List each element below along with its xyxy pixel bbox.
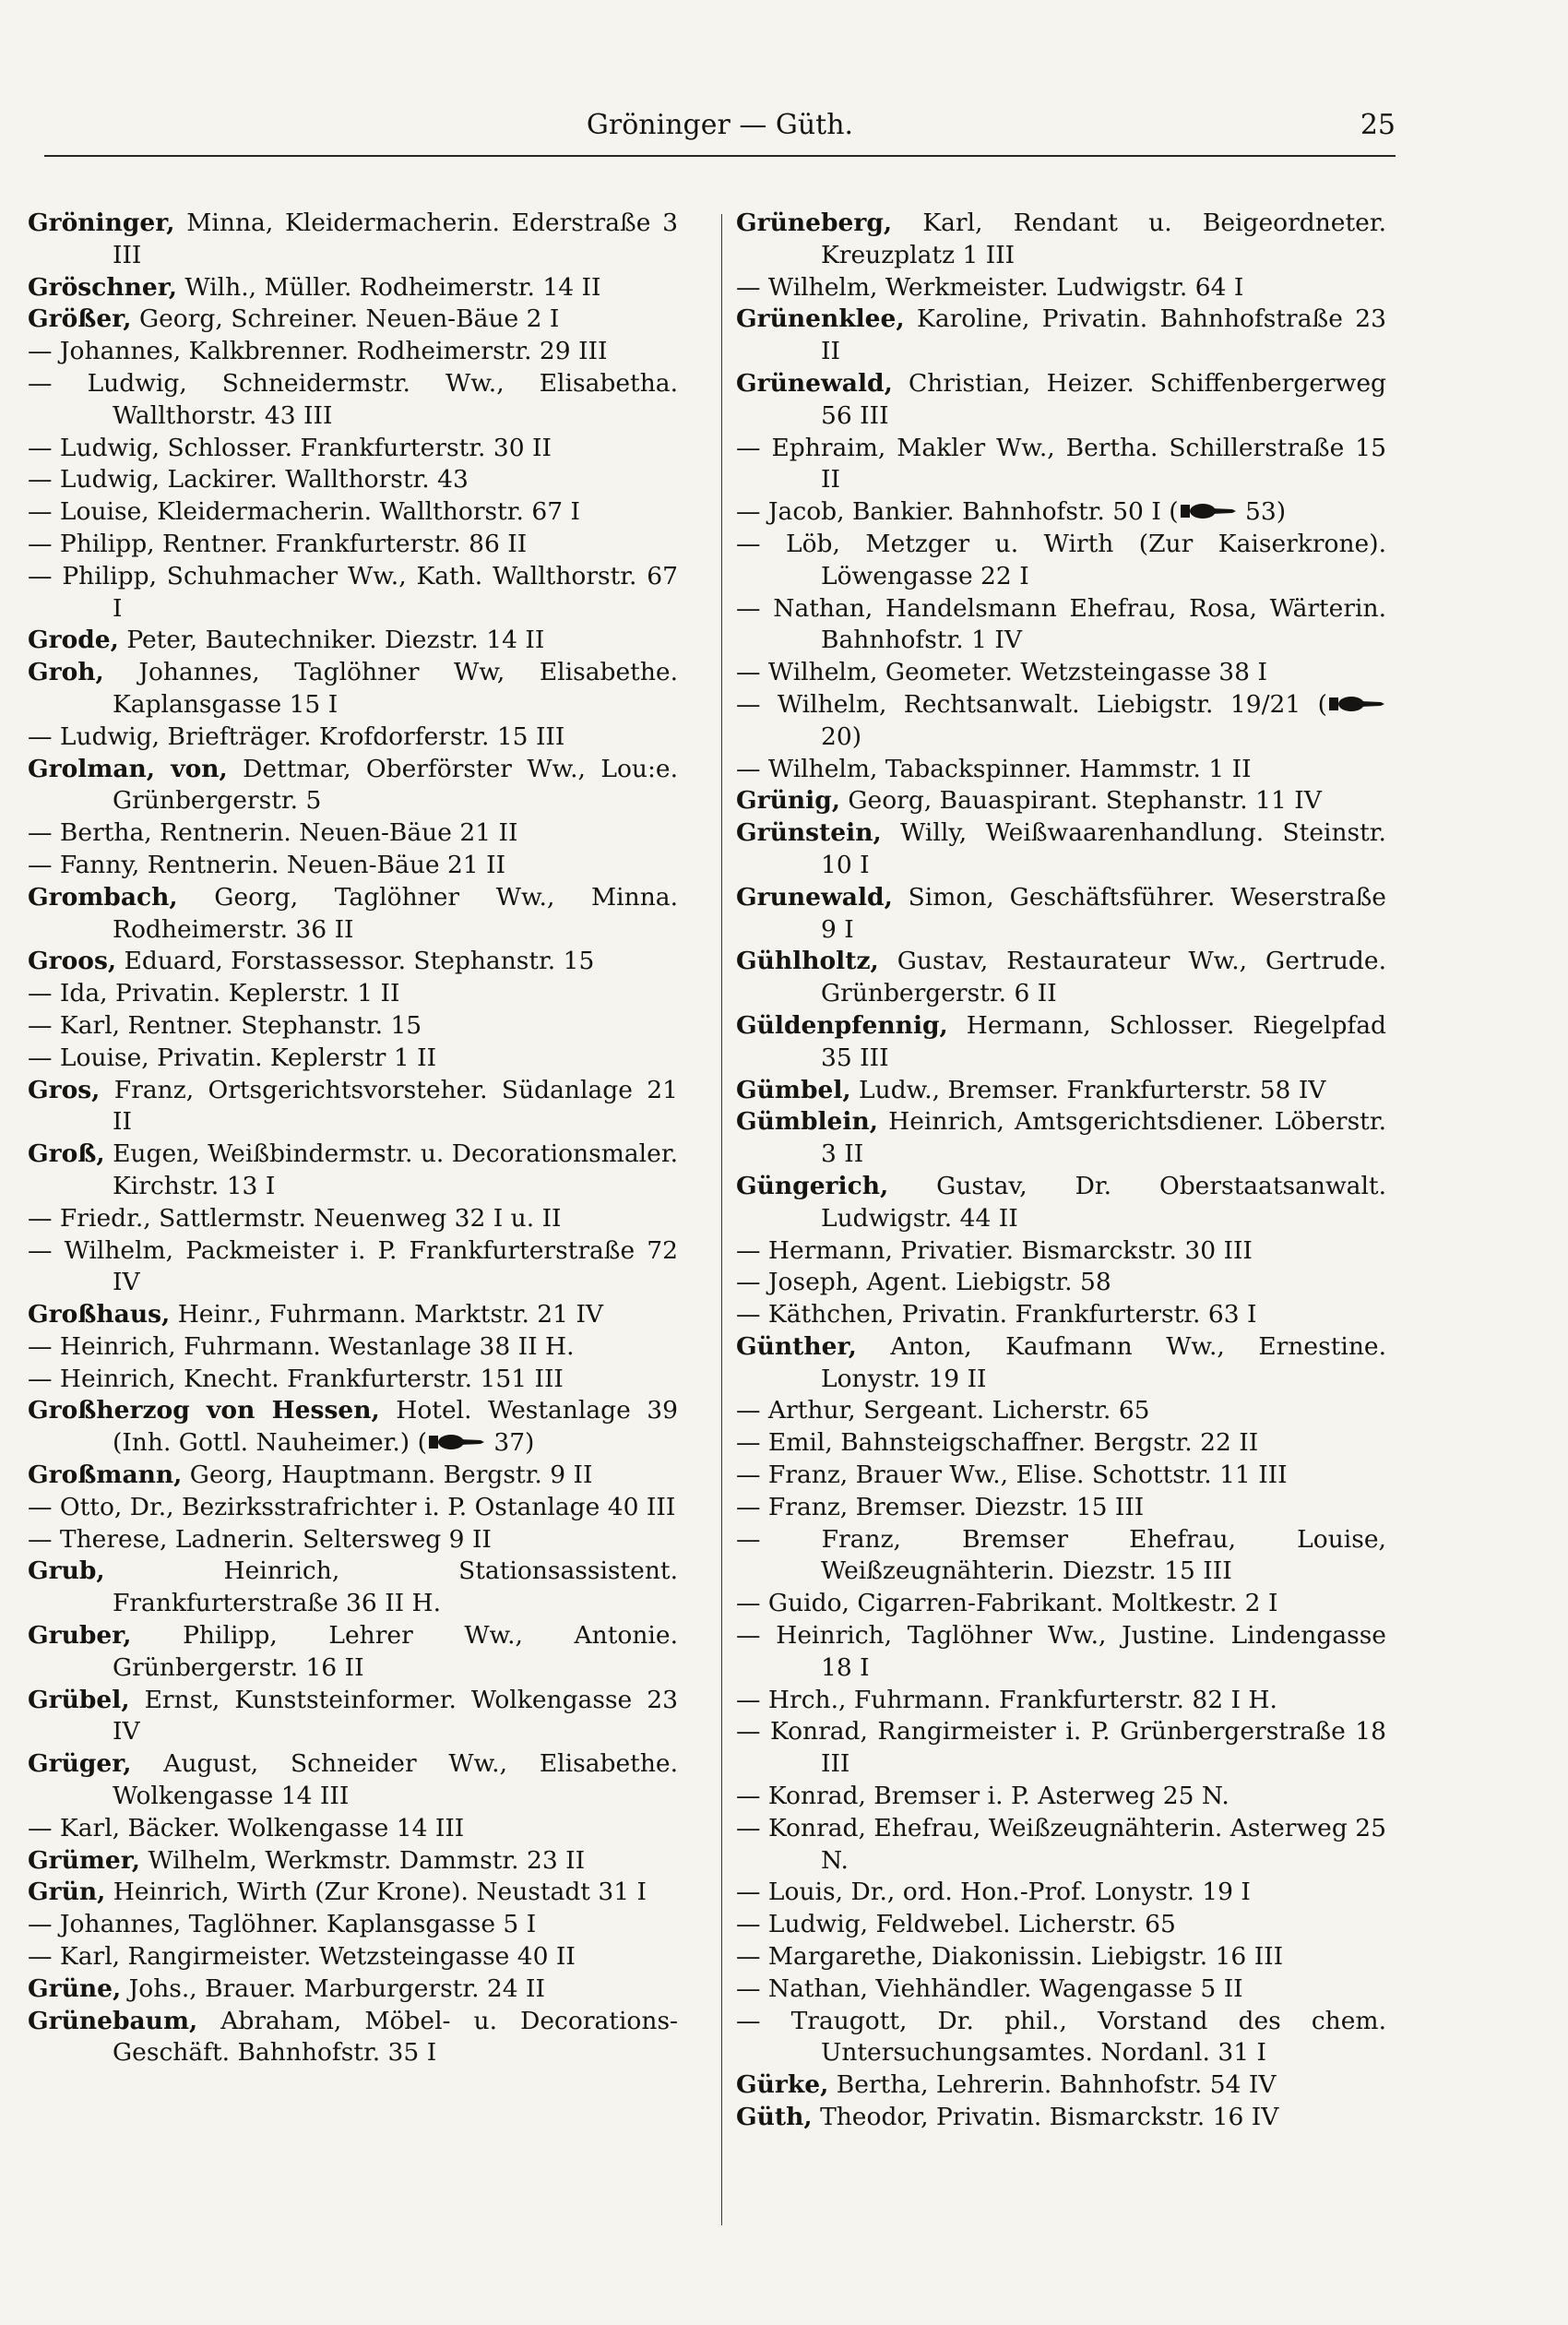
directory-entry (28, 464, 678, 496)
entry-details: — Konrad, Rangirmeister i. P. Grünbergerstraße 18 III (736, 1717, 1386, 1779)
entry-details: — Ida, Privatin. Keplerstr. 1 II (28, 979, 400, 1008)
entry-details: — Wilhelm, Geometer. Wetzsteingasse 38 I (736, 658, 1267, 687)
entry-details: — Philipp, Schuhmacher Ww., Kath. Wallthorstr. 67 I (28, 561, 678, 623)
telephone-number: 20) (821, 721, 862, 751)
directory-entry (28, 1460, 678, 1492)
directory-entry (28, 882, 678, 947)
directory-entry (736, 882, 1386, 947)
right-column (736, 208, 1386, 2134)
entry-details: Ludw., Bremser. Frankfurterstr. 58 IV (850, 1075, 1326, 1104)
directory-entry (736, 1331, 1386, 1396)
entry-details: Peter, Bautechniker. Diezstr. 14 II (118, 626, 545, 655)
directory-entry (28, 1748, 678, 1813)
entry-surname: Grünig, (736, 786, 840, 816)
entry-details: — Ludwig, Schlosser. Frankfurterstr. 30 II (28, 433, 552, 462)
entry-details: — Karl, Bäcker. Wolkengasse 14 III (28, 1813, 465, 1842)
directory-entry (28, 1010, 678, 1043)
entry-details: — Bertha, Rentnerin. Neuen-Bäue 21 II (28, 818, 518, 848)
directory-entry (28, 1364, 678, 1396)
entry-surname: Gröschner, (28, 272, 177, 302)
directory-entry (736, 496, 1386, 529)
directory-entry (28, 208, 678, 272)
entry-surname: Grunewald, (736, 882, 893, 912)
entry-details: — Nathan, Handelsmann Ehefrau, Rosa, Wärterin. Bahnhofstr. 1 IV (736, 593, 1386, 655)
directory-entry (736, 1106, 1386, 1171)
directory-entry (736, 433, 1386, 497)
entry-surname: Günther, (736, 1331, 857, 1361)
entry-surname: Gümblein, (736, 1107, 878, 1137)
directory-entry (736, 368, 1386, 433)
directory-entry (736, 817, 1386, 882)
directory-entry (28, 1524, 678, 1556)
directory-entry (28, 1973, 678, 2006)
entry-surname: Grode, (28, 626, 119, 655)
entry-details: Heinrich, Wirth (Zur Krone). Neustadt 31 I (105, 1878, 647, 1907)
directory-entry (736, 272, 1386, 304)
entry-details: Philipp, Lehrer Ww., Antonie. Grünbergerstr. 16 II (113, 1621, 678, 1682)
directory-entry (28, 304, 678, 336)
entry-surname: Güth, (736, 2103, 813, 2132)
directory-entry (28, 1909, 678, 1941)
entry-surname: Gümbel, (736, 1075, 851, 1104)
directory-entry (736, 1877, 1386, 1909)
entry-details: — Franz, Bremser. Diezstr. 15 III (736, 1492, 1145, 1521)
entry-surname: Grünebaum, (28, 2006, 198, 2035)
directory-entry (28, 657, 678, 721)
entry-details: Heinrich, Stationsassistent. Frankfurterstraße 36 II H. (104, 1556, 678, 1618)
directory-entry (28, 1075, 678, 1139)
entry-details: Hermann, Schlosser. Riegelpfad 35 III (821, 1010, 1386, 1072)
entry-details: — Wilhelm, Werkmeister. Ludwigstr. 64 I (736, 272, 1244, 302)
directory-entry (28, 754, 678, 818)
pointing-hand-icon (1179, 501, 1238, 521)
directory-entry (28, 625, 678, 657)
entry-details: — Joseph, Agent. Liebigstr. 58 (736, 1268, 1111, 1297)
directory-entry (736, 529, 1386, 593)
directory-entry (28, 1620, 678, 1685)
entry-details: Willy, Weißwaarenhandlung. Steinstr. 10 I (821, 818, 1386, 879)
directory-entry (736, 657, 1386, 689)
entry-details: Karoline, Privatin. Bahnhofstraße 23 II (821, 304, 1386, 366)
entry-details: — Ludwig, Feldwebel. Licherstr. 65 (736, 1910, 1176, 1939)
entry-surname: Gruber, (28, 1621, 132, 1651)
entry-surname: Grümer, (28, 1845, 141, 1875)
entry-details: — Löb, Metzger u. Wirth (Zur Kaiserkrone). Löwengasse 22 I (736, 529, 1386, 590)
directory-entry (736, 304, 1386, 368)
entry-details: — Konrad, Ehefrau, Weißzeugnähterin. Asterweg 25 N. (736, 1813, 1386, 1875)
directory-entry (28, 817, 678, 850)
entry-details: Heinrich, Amtsgerichtsdiener. Löberstr. 3 II (821, 1107, 1386, 1169)
entry-details: — Emil, Bahnsteigschaffner. Bergstr. 22 II (736, 1428, 1259, 1458)
directory-entry (736, 1685, 1386, 1717)
directory-entry (28, 529, 678, 561)
entry-details: — Johannes, Kalkbrenner. Rodheimerstr. 29 III (28, 337, 608, 366)
entry-surname: Güngerich, (736, 1171, 889, 1200)
entry-details: Johannes, Taglöhner Ww, Elisabethe. Kaplansgasse 15 I (103, 658, 678, 719)
entry-details: Georg, Bauaspirant. Stephanstr. 11 IV (839, 786, 1322, 816)
entry-details: Simon, Geschäftsführer. Weserstraße 9 I (821, 882, 1386, 944)
directory-entry (28, 978, 678, 1010)
entry-details: — Ludwig, Lackirer. Wallthorstr. 43 (28, 465, 469, 495)
entry-details: — Therese, Ladnerin. Seltersweg 9 II (28, 1524, 492, 1554)
entry-details: Hotel. Westanlage 39 (Inh. Gottl. Nauheimer.) ( (113, 1396, 678, 1458)
running-title: Gröninger — Güth. (586, 109, 854, 141)
entry-details: — Louis, Dr., ord. Hon.-Prof. Lonystr. 19 I (736, 1878, 1251, 1907)
entry-details: Georg, Taglöhner Ww., Minna. Rodheimerstr. 36 II (113, 882, 678, 944)
directory-entry (28, 1299, 678, 1331)
entry-details: — Otto, Dr., Bezirksstrafrichter i. P. Ostanlage 40 III (28, 1492, 676, 1521)
entry-details: — Konrad, Bremser i. P. Asterweg 25 N. (736, 1782, 1229, 1811)
directory-entry (736, 1267, 1386, 1299)
directory-entry (736, 1716, 1386, 1781)
directory-entry (736, 2006, 1386, 2070)
entry-details: Franz, Ortsgerichtsvorsteher. Südanlage 21 II (100, 1075, 678, 1137)
directory-entry (28, 1877, 678, 1909)
directory-entry (28, 1395, 678, 1460)
entry-details: — Wilhelm, Tabackspinner. Hammstr. 1 II (736, 754, 1252, 783)
entry-details: — Franz, Bremser Ehefrau, Louise, Weißzeugnähterin. Diezstr. 15 III (736, 1524, 1386, 1586)
directory-entry (28, 721, 678, 754)
entry-details: Abraham, Möbel- u. Decorations-Geschäft. Bahnhofstr. 35 I (113, 2006, 678, 2068)
entry-surname: Grüger, (28, 1749, 132, 1779)
directory-entry (28, 1556, 678, 1620)
directory-entry (28, 1043, 678, 1075)
directory-entry (736, 1588, 1386, 1620)
directory-entry (736, 946, 1386, 1010)
directory-entry (736, 689, 1386, 754)
page-header (44, 103, 1396, 149)
entry-details: Karl, Rendant u. Beigeordneter. Kreuzplatz 1 III (821, 209, 1386, 269)
entry-details: — Wilhelm, Packmeister i. P. Frankfurterstraße 72 IV (28, 1235, 678, 1297)
directory-entry (736, 754, 1386, 786)
entry-details: — Louise, Kleidermacherin. Wallthorstr. 67 I (28, 497, 580, 527)
directory-entry (28, 1139, 678, 1203)
entry-surname: Grünewald, (736, 368, 893, 398)
directory-entry (28, 1845, 678, 1878)
entry-surname: Groos, (28, 947, 117, 976)
entry-surname: Grolman, von, (28, 754, 228, 783)
directory-entry (28, 1941, 678, 1973)
entry-surname: Güldenpfennig, (736, 1010, 948, 1040)
directory-entry (28, 850, 678, 882)
entry-surname: Großhaus, (28, 1300, 171, 1329)
entry-details: — Ludwig, Schneidermstr. Ww., Elisabetha. Wallthorstr. 43 III (28, 368, 678, 430)
entry-surname: Gürke, (736, 2070, 829, 2100)
entry-details: — Guido, Cigarren-Fabrikant. Moltkestr. 2 I (736, 1589, 1278, 1618)
left-column (28, 208, 678, 2069)
entry-surname: Gühlholtz, (736, 947, 879, 976)
entry-surname: Größer, (28, 304, 132, 334)
entry-details: Georg, Schreiner. Neuen-Bäue 2 I (131, 304, 560, 334)
directory-entry (736, 1781, 1386, 1813)
directory-entry (28, 1331, 678, 1364)
entry-details: — Margarethe, Diakonissin. Liebigstr. 16 III (736, 1942, 1284, 1972)
entry-details: Minna, Kleidermacherin. Ederstraße 3 III (113, 209, 678, 269)
entry-details: Anton, Kaufmann Ww., Ernestine. Lonystr. 19 II (821, 1331, 1386, 1393)
entry-details: Heinr., Fuhrmann. Marktstr. 21 IV (170, 1300, 604, 1329)
entry-details: — Nathan, Viehhändler. Wagengasse 5 II (736, 1973, 1243, 2003)
entry-surname: Grün, (28, 1878, 106, 1907)
entry-details: Theodor, Privatin. Bismarckstr. 16 IV (812, 2103, 1279, 2132)
directory-entry (28, 433, 678, 465)
entry-details: — Ludwig, Briefträger. Krofdorferstr. 15 III (28, 721, 565, 751)
directory-entry (28, 336, 678, 368)
entry-surname: Gröninger, (28, 209, 175, 237)
entry-details: Dettmar, Oberförster Ww., Lou:e. Grünbergerstr. 5 (113, 754, 678, 816)
entry-details: Wilh., Müller. Rodheimerstr. 14 II (176, 272, 601, 302)
entry-surname: Grünenklee, (736, 304, 905, 334)
entry-details: — Arthur, Sergeant. Licherstr. 65 (736, 1396, 1150, 1425)
directory-entry (28, 1235, 678, 1300)
directory-entry (736, 1973, 1386, 2006)
entry-details: — Louise, Privatin. Keplerstr 1 II (28, 1043, 437, 1072)
directory-entry (736, 1813, 1386, 1878)
directory-entry (736, 1299, 1386, 1331)
directory-entry (736, 785, 1386, 817)
pointing-hand-icon (427, 1432, 486, 1452)
entry-details: — Friedr., Sattlermstr. Neuenweg 32 I u. II (28, 1203, 562, 1233)
entry-details: — Johannes, Taglöhner. Kaplansgasse 5 I (28, 1910, 537, 1939)
entry-surname: Gros, (28, 1075, 101, 1104)
directory-entry (736, 1427, 1386, 1460)
directory-entry (736, 593, 1386, 658)
entry-details: — Hrch., Fuhrmann. Frankfurterstr. 82 I H. (736, 1685, 1277, 1714)
directory-entry (28, 2006, 678, 2070)
page-number: 25 (1360, 109, 1396, 141)
entry-details: Georg, Hauptmann. Bergstr. 9 II (182, 1461, 593, 1490)
entry-details: Ernst, Kunststeinformer. Wolkengasse 23 IV (113, 1685, 678, 1747)
directory-entry (736, 1909, 1386, 1941)
entry-details: — Philipp, Rentner. Frankfurterstr. 86 II (28, 529, 528, 558)
directory-entry (28, 561, 678, 626)
column-divider (721, 214, 722, 2225)
directory-entry (28, 1813, 678, 1845)
entry-details: Johs., Brauer. Marburgerstr. 24 II (121, 1973, 545, 2003)
entry-details: — Franz, Brauer Ww., Elise. Schottstr. 11 III (736, 1461, 1288, 1490)
entry-surname: Grüneberg, (736, 209, 893, 237)
directory-entry (736, 1075, 1386, 1107)
directory-entry (736, 2102, 1386, 2134)
directory-entry (736, 1620, 1386, 1685)
telephone-number: 37) (485, 1428, 535, 1458)
directory-entry (736, 1941, 1386, 1973)
entry-surname: Grombach, (28, 882, 178, 912)
entry-details: Wilhelm, Werkmstr. Dammstr. 23 II (140, 1845, 586, 1875)
directory-entry (28, 368, 678, 433)
directory-entry (28, 1492, 678, 1524)
directory-entry (28, 1203, 678, 1235)
header-rule (44, 155, 1396, 157)
directory-entry (736, 1524, 1386, 1589)
entry-surname: Grüne, (28, 1973, 122, 2003)
directory-entry (736, 208, 1386, 272)
entry-surname: Grünstein, (736, 818, 882, 848)
entry-details: — Käthchen, Privatin. Frankfurterstr. 63 I (736, 1300, 1257, 1329)
directory-entry (28, 496, 678, 529)
entry-details: — Karl, Rentner. Stephanstr. 15 (28, 1010, 422, 1040)
directory-entry (736, 1460, 1386, 1492)
directory-entry (28, 272, 678, 304)
pointing-hand-icon (1327, 694, 1386, 714)
directory-entry (736, 1395, 1386, 1427)
entry-details: — Heinrich, Fuhrmann. Westanlage 38 II H. (28, 1331, 575, 1361)
entry-details: — Wilhelm, Rechtsanwalt. Liebigstr. 19/21 ( (736, 689, 1327, 719)
entry-details: — Fanny, Rentnerin. Neuen-Bäue 21 II (28, 850, 506, 879)
entry-surname: Grübel, (28, 1685, 130, 1714)
directory-entry (28, 946, 678, 978)
directory-entry (736, 1235, 1386, 1268)
directory-entry (736, 2069, 1386, 2102)
entry-details: — Ephraim, Makler Ww., Bertha. Schillerstraße 15 II (736, 433, 1386, 495)
entry-surname: Groß, (28, 1139, 105, 1169)
directory-entry (736, 1171, 1386, 1235)
entry-details: — Jacob, Bankier. Bahnhofstr. 50 I ( (736, 497, 1179, 527)
entry-details: — Heinrich, Taglöhner Ww., Justine. Lindengasse 18 I (736, 1621, 1386, 1682)
entry-details: Gustav, Dr. Oberstaatsanwalt. Ludwigstr. 44 II (821, 1171, 1386, 1233)
entry-details: — Heinrich, Knecht. Frankfurterstr. 151 III (28, 1364, 564, 1393)
telephone-number: 53) (1237, 497, 1287, 527)
entry-details: August, Schneider Ww., Elisabethe. Wolkengasse 14 III (113, 1749, 678, 1811)
directory-entry (28, 1685, 678, 1749)
entry-details: — Karl, Rangirmeister. Wetzsteingasse 40 II (28, 1942, 576, 1972)
entry-details: Bertha, Lehrerin. Bahnhofstr. 54 IV (828, 2070, 1277, 2100)
entry-details: Eduard, Forstassessor. Stephanstr. 15 (116, 947, 595, 976)
entry-details: Gustav, Restaurateur Ww., Gertrude. Grünbergerstr. 6 II (821, 947, 1386, 1008)
entry-details: — Hermann, Privatier. Bismarckstr. 30 III (736, 1235, 1253, 1265)
entry-surname: Grub, (28, 1556, 105, 1586)
entry-surname: Groh, (28, 658, 104, 687)
entry-surname: Großmann, (28, 1461, 183, 1490)
directory-entry (736, 1492, 1386, 1524)
entry-details: Eugen, Weißbindermstr. u. Decorationsmaler. Kirchstr. 13 I (104, 1139, 678, 1200)
entry-details: Christian, Heizer. Schiffenbergerweg 56 III (821, 368, 1386, 430)
entry-details: — Traugott, Dr. phil., Vorstand des chem. Untersuchungsamtes. Nordanl. 31 I (736, 2006, 1386, 2068)
entry-surname: Großherzog von Hessen, (28, 1396, 380, 1425)
directory-entry (736, 1010, 1386, 1075)
